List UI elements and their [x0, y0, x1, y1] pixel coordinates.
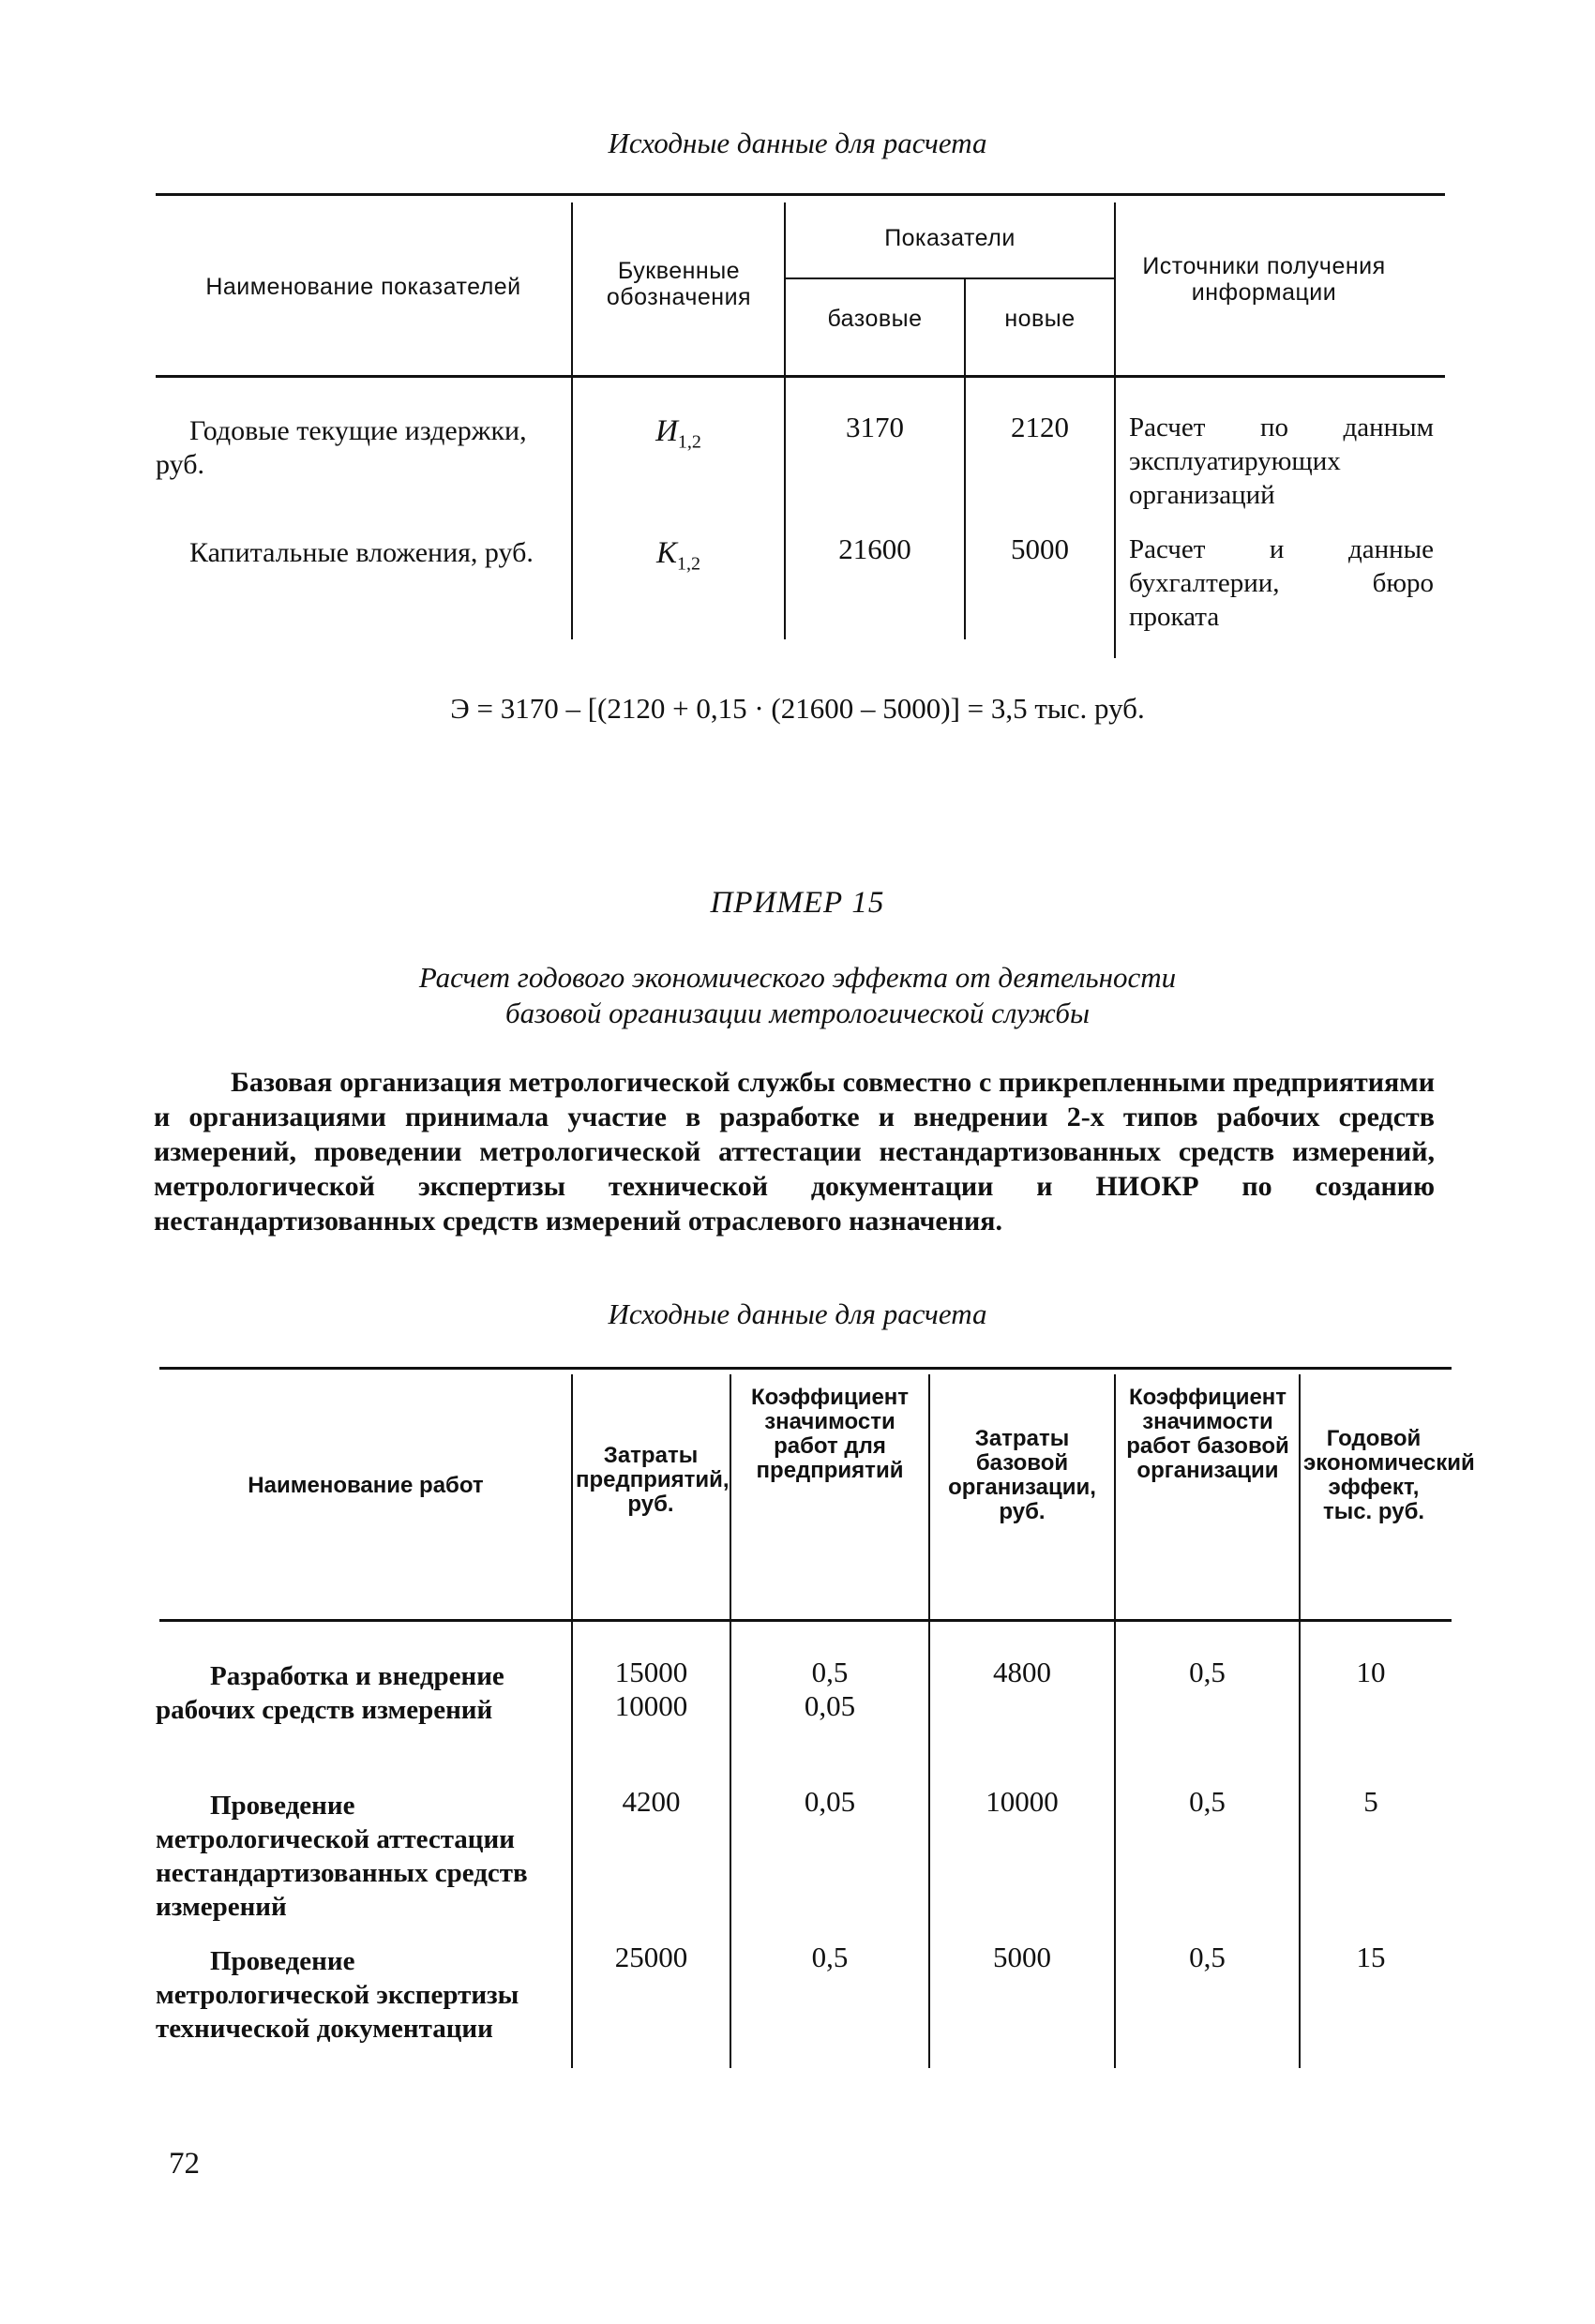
table2-row2-cost-enterprises: 4200: [622, 1785, 681, 1818]
body-paragraph: Базовая организация метрологической службы совместно с прикрепленными предприятиями и организациями принимала участие в разработке и внедрении 2-х типов рабочих средств измерений, проведении метрологической аттестации нестандартизованных средств измерений, метрологической экспертизы технической документации и НИОКР по созданию нестандартизованных средств измерений отраслевого назначения.: [154, 1067, 1435, 1237]
subtitle-line-1: Расчет годового экономического эффекта от деятельности: [418, 961, 1177, 994]
table1-row1-base: 3170: [846, 411, 904, 443]
page-number: 72: [169, 2147, 200, 2181]
table2-caption: Исходные данные для расчета: [608, 1297, 987, 1330]
example-title: ПРИМЕР 15: [710, 886, 885, 920]
table2-row1-cost-base: 4800: [993, 1656, 1051, 1688]
table2-row1-cost-enterprises: 15000 10000: [614, 1656, 688, 1722]
table2-header-coef-base: Коэффициент значимости работ базовой организации: [1126, 1385, 1289, 1483]
table2-row2-effect: 5: [1363, 1785, 1378, 1818]
table2-row2-name: Проведение метрологической аттестации нестандартизованных средств измерений: [156, 1791, 528, 1922]
table1-caption: Исходные данные для расчета: [608, 127, 987, 159]
table1-row1-source: Расчет по данным эксплуатирующих организаций: [1129, 412, 1434, 510]
table1-row2-symbol: $К_{1,2}$: [656, 536, 700, 575]
table1-row2-new: 5000: [1011, 532, 1069, 565]
table2-row3-coef-enterprises: 0,5: [811, 1941, 849, 1973]
table1-row2-source: Расчет и данные бухгалтерии, бюро проката: [1129, 534, 1434, 632]
table2-header-rule: [159, 1619, 1452, 1622]
table2-header-cost-enterprises: Затраты предприятий, руб.: [576, 1443, 730, 1517]
table2-row2-coef-enterprises: 0,05: [804, 1785, 856, 1818]
table2-row1-name: Разработка и внедрение рабочих средств измерений: [156, 1661, 504, 1725]
table2-row3-cost-base: 5000: [993, 1941, 1051, 1973]
table2-header-effect: Годовой экономический эффект, тыс. руб.: [1303, 1426, 1475, 1524]
table1-header-sources: Источники получения информации: [1142, 253, 1386, 306]
table1-row1-new: 2120: [1011, 411, 1069, 443]
table1-header-new: новые: [1004, 306, 1076, 332]
table1-header-indicators: Показатели: [884, 225, 1016, 251]
table1-top-rule: [156, 193, 1445, 196]
table2-row2-coef-base: 0,5: [1189, 1785, 1226, 1818]
table1-col-divider: [1114, 202, 1116, 658]
table1-header-base: базовые: [827, 306, 923, 332]
table2-row3-effect: 15: [1356, 1941, 1386, 1973]
table1-sub-rule: [784, 277, 1114, 279]
table1-row1-name: Годовые текущие издержки, руб.: [156, 415, 527, 480]
formula: Э = 3170 – [(2120 + 0,15 · (21600 – 5000)] = 3,5 тыс. руб.: [450, 692, 1145, 725]
table1-header-name: Наименование показателей: [205, 274, 521, 300]
table2-row3-name: Проведение метрологической экспертизы технической документации: [156, 1946, 519, 2044]
table1-header-letters: Буквенные обозначения: [606, 258, 752, 310]
table2-row2-cost-base: 10000: [986, 1785, 1059, 1818]
table2-header-cost-base: Затраты базовой организации, руб.: [948, 1426, 1096, 1524]
table2-row1-coef-enterprises: 0,5 0,05: [804, 1656, 856, 1722]
table2-header-name: Наименование работ: [248, 1473, 484, 1498]
table2-row1-coef-base: 0,5: [1189, 1656, 1226, 1688]
table1-header-rule: [156, 375, 1445, 378]
example-subtitle: [0, 960, 1595, 1031]
subtitle-line-2: базовой организации метрологической службы: [505, 997, 1090, 1029]
table1-row2-base: 21600: [838, 532, 911, 565]
table2-row1-effect: 10: [1356, 1656, 1386, 1688]
table2-header-coef-enterprises: Коэффициент значимости работ для предприятий: [750, 1385, 910, 1483]
table2-top-rule: [159, 1367, 1452, 1370]
table1-col-divider: [964, 279, 966, 639]
table2-row3-coef-base: 0,5: [1189, 1941, 1226, 1973]
table2-row3-cost-enterprises: 25000: [614, 1941, 688, 1973]
table1-row1-symbol: $И_{1,2}$: [655, 414, 701, 453]
table1-row2-name: Капитальные вложения, руб.: [189, 537, 534, 568]
